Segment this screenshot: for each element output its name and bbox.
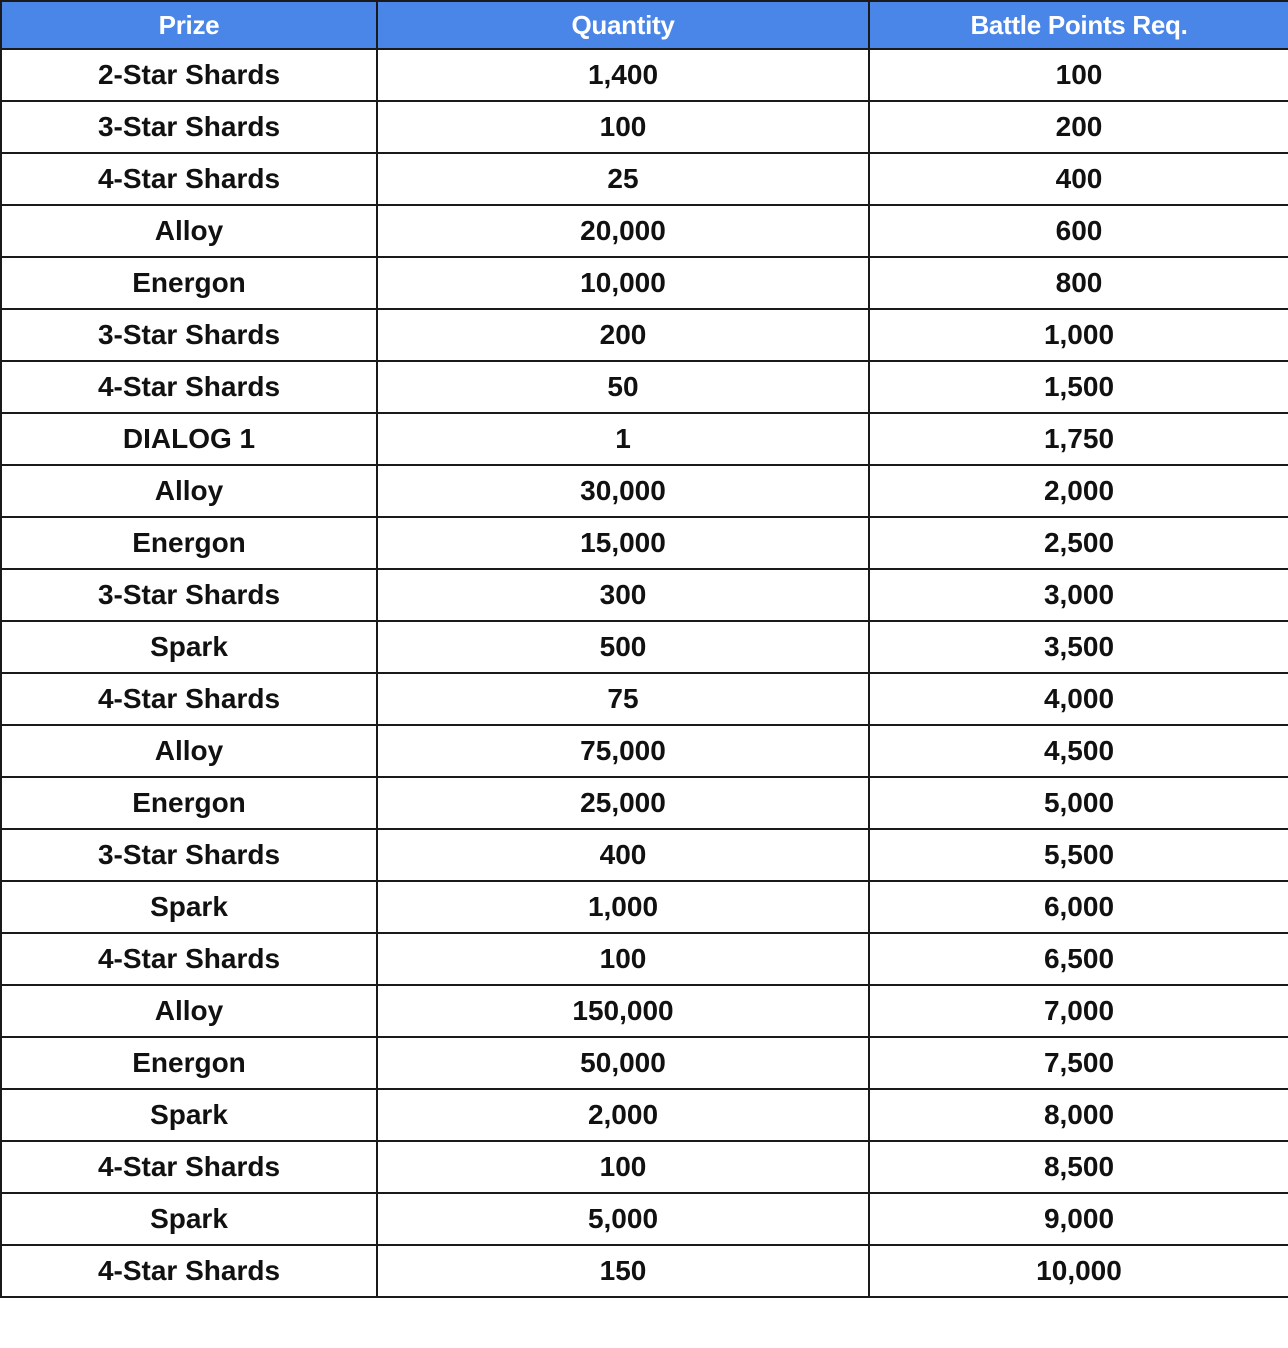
battle-points-cell: 6,000 (869, 881, 1288, 933)
battle-points-cell: 1,500 (869, 361, 1288, 413)
quantity-cell: 300 (377, 569, 869, 621)
prize-cell: Spark (1, 1089, 377, 1141)
battle-points-cell: 4,500 (869, 725, 1288, 777)
quantity-cell: 50,000 (377, 1037, 869, 1089)
table-row (1, 673, 1288, 725)
prize-cell: Spark (1, 1193, 377, 1245)
table-row (1, 829, 1288, 881)
table-row (1, 933, 1288, 985)
prize-cell: Energon (1, 517, 377, 569)
quantity-cell: 150,000 (377, 985, 869, 1037)
quantity-cell: 75 (377, 673, 869, 725)
header-prize: Prize (1, 1, 377, 49)
battle-points-cell: 7,500 (869, 1037, 1288, 1089)
quantity-cell: 1,000 (377, 881, 869, 933)
prize-cell: Energon (1, 1037, 377, 1089)
quantity-cell: 100 (377, 101, 869, 153)
battle-points-cell: 5,500 (869, 829, 1288, 881)
prize-cell: Energon (1, 257, 377, 309)
quantity-cell: 1,400 (377, 49, 869, 101)
quantity-cell: 25 (377, 153, 869, 205)
quantity-cell: 200 (377, 309, 869, 361)
prize-cell: Alloy (1, 205, 377, 257)
table-row (1, 1141, 1288, 1193)
quantity-cell: 30,000 (377, 465, 869, 517)
prize-cell: 4-Star Shards (1, 361, 377, 413)
quantity-cell: 2,000 (377, 1089, 869, 1141)
table-row (1, 777, 1288, 829)
table-row (1, 361, 1288, 413)
table-row (1, 465, 1288, 517)
battle-points-cell: 200 (869, 101, 1288, 153)
prize-cell: Spark (1, 621, 377, 673)
table-row (1, 101, 1288, 153)
prize-cell: 2-Star Shards (1, 49, 377, 101)
battle-points-cell: 2,500 (869, 517, 1288, 569)
table-row (1, 257, 1288, 309)
battle-points-cell: 3,500 (869, 621, 1288, 673)
quantity-cell: 50 (377, 361, 869, 413)
table-row (1, 621, 1288, 673)
battle-points-cell: 2,000 (869, 465, 1288, 517)
battle-points-cell: 5,000 (869, 777, 1288, 829)
battle-points-cell: 9,000 (869, 1193, 1288, 1245)
header-row (1, 1, 1288, 49)
quantity-cell: 10,000 (377, 257, 869, 309)
table-row (1, 569, 1288, 621)
prize-cell: Spark (1, 881, 377, 933)
table-row (1, 309, 1288, 361)
prize-cell: 3-Star Shards (1, 309, 377, 361)
quantity-cell: 5,000 (377, 1193, 869, 1245)
battle-points-cell: 1,000 (869, 309, 1288, 361)
battle-points-cell: 800 (869, 257, 1288, 309)
battle-points-cell: 3,000 (869, 569, 1288, 621)
table-row (1, 1245, 1288, 1297)
table-body (1, 49, 1288, 1297)
quantity-cell: 500 (377, 621, 869, 673)
prize-cell: Alloy (1, 985, 377, 1037)
prize-cell: 4-Star Shards (1, 1141, 377, 1193)
battle-points-cell: 7,000 (869, 985, 1288, 1037)
table-row (1, 725, 1288, 777)
prize-cell: 4-Star Shards (1, 1245, 377, 1297)
quantity-cell: 100 (377, 1141, 869, 1193)
quantity-cell: 75,000 (377, 725, 869, 777)
prize-cell: 3-Star Shards (1, 101, 377, 153)
battle-points-cell: 8,000 (869, 1089, 1288, 1141)
battle-points-cell: 1,750 (869, 413, 1288, 465)
table-row (1, 881, 1288, 933)
prize-cell: 4-Star Shards (1, 153, 377, 205)
prize-cell: 3-Star Shards (1, 829, 377, 881)
quantity-cell: 100 (377, 933, 869, 985)
table-row (1, 153, 1288, 205)
table-row (1, 1037, 1288, 1089)
quantity-cell: 150 (377, 1245, 869, 1297)
battle-points-cell: 4,000 (869, 673, 1288, 725)
prize-cell: DIALOG 1 (1, 413, 377, 465)
battle-points-cell: 600 (869, 205, 1288, 257)
battle-points-cell: 8,500 (869, 1141, 1288, 1193)
quantity-cell: 400 (377, 829, 869, 881)
battle-points-cell: 6,500 (869, 933, 1288, 985)
quantity-cell: 20,000 (377, 205, 869, 257)
quantity-cell: 1 (377, 413, 869, 465)
table-row (1, 205, 1288, 257)
table-row (1, 985, 1288, 1037)
prize-cell: 4-Star Shards (1, 673, 377, 725)
table-row (1, 49, 1288, 101)
prize-cell: 4-Star Shards (1, 933, 377, 985)
table-row (1, 1089, 1288, 1141)
prize-cell: Alloy (1, 465, 377, 517)
header-quantity: Quantity (377, 1, 869, 49)
prize-cell: Alloy (1, 725, 377, 777)
battle-points-cell: 400 (869, 153, 1288, 205)
quantity-cell: 25,000 (377, 777, 869, 829)
prize-cell: Energon (1, 777, 377, 829)
quantity-cell: 15,000 (377, 517, 869, 569)
battle-points-cell: 100 (869, 49, 1288, 101)
battle-points-cell: 10,000 (869, 1245, 1288, 1297)
table-header (1, 1, 1288, 49)
table-row (1, 1193, 1288, 1245)
header-battle-points: Battle Points Req. (869, 1, 1288, 49)
prize-cell: 3-Star Shards (1, 569, 377, 621)
table-row (1, 517, 1288, 569)
table-row (1, 413, 1288, 465)
